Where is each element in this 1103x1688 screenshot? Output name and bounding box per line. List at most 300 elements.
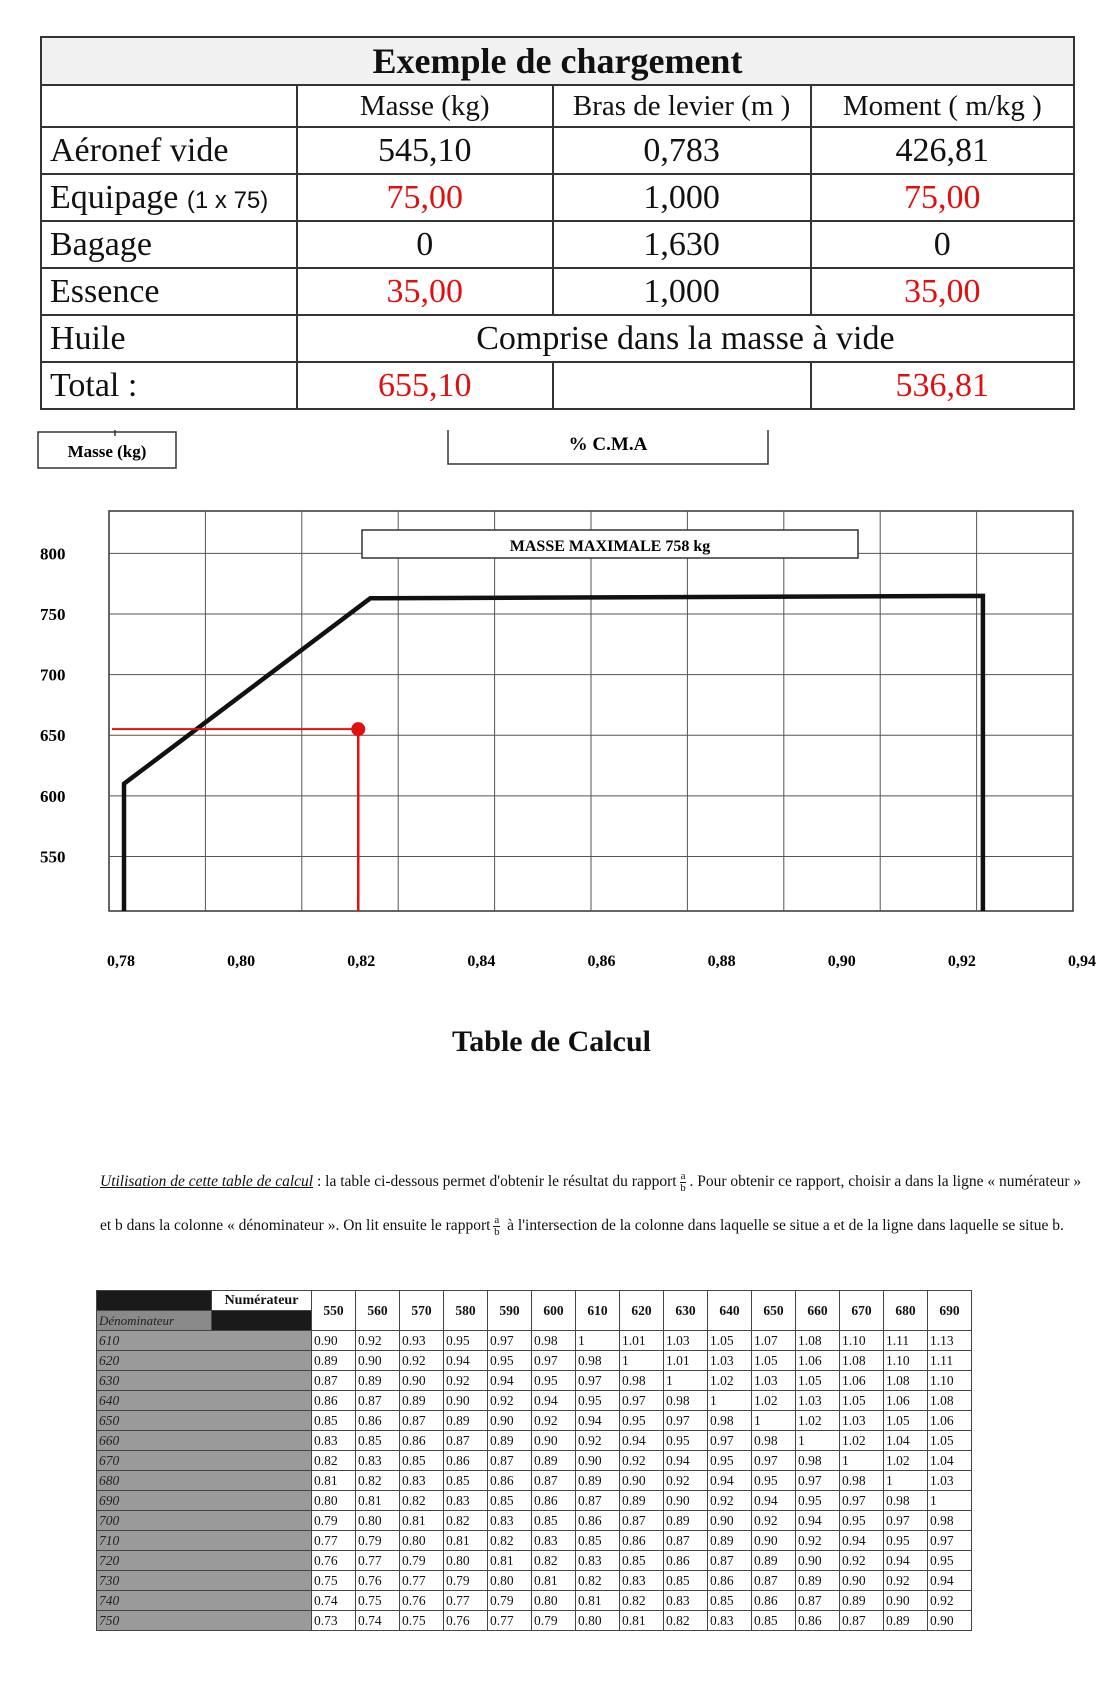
ratio-cell: 1.06 — [928, 1411, 972, 1431]
header-empty — [41, 85, 297, 127]
ratio-cell: 0.92 — [400, 1351, 444, 1371]
baggage-arm: 1,630 — [553, 221, 811, 268]
ratio-cell: 0.83 — [664, 1591, 708, 1611]
ratio-cell: 0.94 — [752, 1491, 796, 1511]
ratio-cell: 0.90 — [884, 1591, 928, 1611]
ratio-cell: 1.02 — [708, 1371, 752, 1391]
denominator-650: 650 — [97, 1411, 312, 1431]
ratio-cell: 0.75 — [400, 1611, 444, 1631]
ratio-cell: 0.92 — [532, 1411, 576, 1431]
fraction-a-b-2 — [493, 1215, 500, 1238]
ratio-cell: 0.94 — [796, 1511, 840, 1531]
table-row — [97, 1411, 972, 1431]
ratio-cell: 1.04 — [928, 1451, 972, 1471]
ratio-cell: 0.83 — [400, 1471, 444, 1491]
ratio-cell: 0.98 — [796, 1451, 840, 1471]
ratio-cell: 1.03 — [664, 1331, 708, 1351]
denominator-720: 720 — [97, 1551, 312, 1571]
ratio-cell: 0.86 — [356, 1411, 400, 1431]
ratio-cell: 0.94 — [928, 1571, 972, 1591]
oil-label: Huile — [41, 315, 297, 362]
ratio-cell: 0.82 — [532, 1551, 576, 1571]
table-row — [97, 1531, 972, 1551]
ratio-cell: 0.86 — [664, 1551, 708, 1571]
ratio-cell: 0.86 — [752, 1591, 796, 1611]
ratio-cell: 0.81 — [444, 1531, 488, 1551]
ratio-cell: 0.89 — [840, 1591, 884, 1611]
chart-title: % C.M.A — [568, 434, 648, 455]
ratio-cell: 1.10 — [840, 1331, 884, 1351]
ratio-cell: 1.06 — [796, 1351, 840, 1371]
division-table-body — [97, 1331, 972, 1631]
ratio-cell: 0.87 — [576, 1491, 620, 1511]
ratio-cell: 0.89 — [400, 1391, 444, 1411]
ratio-cell: 1.05 — [708, 1331, 752, 1351]
x-tick-label: 0,92 — [947, 953, 976, 970]
ratio-cell: 0.87 — [664, 1531, 708, 1551]
denominator-750: 750 — [97, 1611, 312, 1631]
ratio-cell: 0.92 — [840, 1551, 884, 1571]
crew-label-text: Equipage — [50, 178, 179, 216]
ratio-cell: 0.83 — [708, 1611, 752, 1631]
ratio-cell: 1.06 — [840, 1371, 884, 1391]
ratio-cell: 1.03 — [840, 1411, 884, 1431]
ratio-cell: 0.85 — [576, 1531, 620, 1551]
ratio-cell: 0.82 — [620, 1591, 664, 1611]
ratio-cell: 0.85 — [488, 1491, 532, 1511]
table-row — [97, 1371, 972, 1391]
ratio-cell: 0.90 — [752, 1531, 796, 1551]
ratio-cell: 0.92 — [488, 1391, 532, 1411]
total-moment: 536,81 — [811, 362, 1074, 409]
ratio-cell: 0.97 — [488, 1331, 532, 1351]
denominator-690: 690 — [97, 1491, 312, 1511]
ratio-cell: 1.03 — [928, 1471, 972, 1491]
ratio-cell: 1.05 — [928, 1431, 972, 1451]
ratio-cell: 0.89 — [532, 1451, 576, 1471]
ratio-cell: 0.90 — [576, 1451, 620, 1471]
ratio-cell: 0.81 — [356, 1491, 400, 1511]
ratio-cell: 0.79 — [444, 1571, 488, 1591]
denominator-610: 610 — [97, 1331, 312, 1351]
ratio-cell: 0.89 — [620, 1491, 664, 1511]
ratio-cell: 0.82 — [356, 1471, 400, 1491]
ratio-cell: 0.85 — [356, 1431, 400, 1451]
ratio-cell: 0.94 — [576, 1411, 620, 1431]
ratio-cell: 0.85 — [444, 1471, 488, 1491]
ratio-cell: 1 — [576, 1331, 620, 1351]
ratio-cell: 0.82 — [444, 1511, 488, 1531]
ratio-cell: 0.80 — [356, 1511, 400, 1531]
ratio-cell: 0.87 — [444, 1431, 488, 1451]
ratio-cell: 0.86 — [532, 1491, 576, 1511]
ratio-cell: 0.98 — [840, 1471, 884, 1491]
ratio-cell: 0.95 — [532, 1371, 576, 1391]
numerator-560: 560 — [356, 1291, 400, 1331]
numerator-600: 600 — [532, 1291, 576, 1331]
denominator-640: 640 — [97, 1391, 312, 1411]
ratio-cell: 0.97 — [708, 1431, 752, 1451]
numerator-620: 620 — [620, 1291, 664, 1331]
ratio-cell: 0.85 — [532, 1511, 576, 1531]
ratio-cell: 0.97 — [532, 1351, 576, 1371]
ratio-cell: 0.82 — [400, 1491, 444, 1511]
table-row — [97, 1491, 972, 1511]
ratio-cell: 1.10 — [884, 1351, 928, 1371]
ratio-cell: 0.89 — [576, 1471, 620, 1491]
loading-table — [40, 36, 1075, 410]
oil-row — [41, 315, 1074, 362]
ratio-cell: 0.85 — [752, 1611, 796, 1631]
ratio-cell: 0.86 — [796, 1611, 840, 1631]
ratio-cell: 0.77 — [444, 1591, 488, 1611]
ratio-cell: 1 — [664, 1371, 708, 1391]
ratio-cell: 1.01 — [664, 1351, 708, 1371]
calc-title: Table de Calcul — [452, 1025, 651, 1058]
ratio-cell: 0.80 — [576, 1611, 620, 1631]
ratio-cell: 0.93 — [400, 1331, 444, 1351]
ratio-cell: 0.98 — [532, 1331, 576, 1351]
numerator-590: 590 — [488, 1291, 532, 1331]
ratio-cell: 0.92 — [576, 1431, 620, 1451]
ratio-cell: 0.79 — [400, 1551, 444, 1571]
ratio-cell: 0.89 — [884, 1611, 928, 1631]
ratio-cell: 0.97 — [576, 1371, 620, 1391]
denominator-710: 710 — [97, 1531, 312, 1551]
ratio-cell: 0.90 — [444, 1391, 488, 1411]
ratio-cell: 0.86 — [488, 1471, 532, 1491]
ratio-cell: 0.82 — [488, 1531, 532, 1551]
ratio-cell: 0.95 — [664, 1431, 708, 1451]
y-tick-label: 650 — [40, 726, 66, 746]
crew-mass: 75,00 — [297, 174, 553, 221]
ratio-cell: 0.85 — [400, 1451, 444, 1471]
ratio-cell: 0.76 — [444, 1611, 488, 1631]
numerator-650: 650 — [752, 1291, 796, 1331]
ratio-cell: 0.79 — [356, 1531, 400, 1551]
ratio-cell: 1.02 — [884, 1451, 928, 1471]
ratio-cell: 1.05 — [840, 1391, 884, 1411]
ratio-cell: 0.86 — [312, 1391, 356, 1411]
ratio-cell: 0.98 — [752, 1431, 796, 1451]
ratio-cell: 0.89 — [796, 1571, 840, 1591]
table-row — [97, 1571, 972, 1591]
denominator-730: 730 — [97, 1571, 312, 1591]
ratio-cell: 0.80 — [444, 1551, 488, 1571]
ratio-cell: 0.95 — [884, 1531, 928, 1551]
denominator-dark-cell — [212, 1311, 312, 1331]
ratio-cell: 0.95 — [752, 1471, 796, 1491]
ratio-cell: 0.86 — [620, 1531, 664, 1551]
ratio-cell: 0.92 — [928, 1591, 972, 1611]
crew-moment: 75,00 — [811, 174, 1074, 221]
ratio-cell: 0.92 — [752, 1511, 796, 1531]
fuel-arm: 1,000 — [553, 268, 811, 315]
ratio-cell: 0.98 — [620, 1371, 664, 1391]
ratio-cell: 0.94 — [444, 1351, 488, 1371]
loading-rows — [41, 127, 1074, 315]
ratio-cell: 0.94 — [532, 1391, 576, 1411]
ratio-cell: 0.92 — [884, 1571, 928, 1591]
ratio-cell: 0.83 — [356, 1451, 400, 1471]
x-tick-labels — [107, 953, 1096, 970]
ratio-cell: 0.82 — [312, 1451, 356, 1471]
denominator-label: Dénominateur — [97, 1311, 212, 1331]
chart-svg — [0, 430, 1103, 970]
ratio-cell: 0.87 — [752, 1571, 796, 1591]
ratio-cell: 0.95 — [576, 1391, 620, 1411]
numerator-580: 580 — [444, 1291, 488, 1331]
ratio-cell: 0.89 — [708, 1531, 752, 1551]
crew-note: (1 x 75) — [186, 186, 269, 214]
ratio-cell: 0.89 — [444, 1411, 488, 1431]
ratio-cell: 0.83 — [312, 1431, 356, 1451]
total-label: Total : — [41, 362, 297, 409]
ratio-cell: 0.81 — [488, 1551, 532, 1571]
denominator-620: 620 — [97, 1351, 312, 1371]
ratio-cell: 0.85 — [312, 1411, 356, 1431]
numerator-610: 610 — [576, 1291, 620, 1331]
ratio-cell: 1.08 — [928, 1391, 972, 1411]
ratio-cell: 0.94 — [488, 1371, 532, 1391]
ratio-cell: 0.87 — [356, 1391, 400, 1411]
ratio-cell: 0.92 — [796, 1531, 840, 1551]
empty-aircraft-label — [41, 127, 297, 174]
fuel-mass: 35,00 — [297, 268, 553, 315]
ratio-cell: 0.80 — [400, 1531, 444, 1551]
ratio-cell: 0.97 — [752, 1451, 796, 1471]
ratio-cell: 0.98 — [708, 1411, 752, 1431]
ratio-cell: 1.02 — [796, 1411, 840, 1431]
ratio-cell: 0.74 — [356, 1611, 400, 1631]
ratio-cell: 0.90 — [532, 1431, 576, 1451]
numerator-label: Numérateur — [212, 1291, 312, 1311]
cg-envelope-chart — [0, 430, 1103, 970]
ratio-cell: 0.77 — [356, 1551, 400, 1571]
ratio-cell: 0.87 — [488, 1451, 532, 1471]
fuel-label — [41, 268, 297, 315]
loading-title: Exemple de chargement — [41, 37, 1074, 85]
ratio-cell: 0.87 — [620, 1511, 664, 1531]
ratio-cell: 0.95 — [488, 1351, 532, 1371]
division-table — [96, 1290, 972, 1631]
ratio-cell: 0.90 — [840, 1571, 884, 1591]
ratio-cell: 0.75 — [312, 1571, 356, 1591]
ratio-cell: 0.74 — [312, 1591, 356, 1611]
ratio-cell: 0.79 — [312, 1511, 356, 1531]
ratio-cell: 0.89 — [664, 1511, 708, 1531]
denominator-670: 670 — [97, 1451, 312, 1471]
empty-aircraft-moment: 426,81 — [811, 127, 1074, 174]
ratio-cell: 0.94 — [840, 1531, 884, 1551]
total-arm — [553, 362, 811, 409]
ratio-cell: 0.89 — [356, 1371, 400, 1391]
ratio-cell: 0.85 — [708, 1591, 752, 1611]
ratio-cell: 0.85 — [664, 1571, 708, 1591]
ratio-cell: 0.92 — [664, 1471, 708, 1491]
baggage-mass: 0 — [297, 221, 553, 268]
numerator-660: 660 — [796, 1291, 840, 1331]
ratio-cell: 0.80 — [488, 1571, 532, 1591]
empty-aircraft-arm: 0,783 — [553, 127, 811, 174]
ratio-cell: 1.05 — [752, 1351, 796, 1371]
ratio-cell: 0.92 — [620, 1451, 664, 1471]
fraction-denominator-2: b — [494, 1225, 500, 1238]
ratio-cell: 1.08 — [884, 1371, 928, 1391]
denominator-630: 630 — [97, 1371, 312, 1391]
x-tick-label: 0,84 — [467, 953, 496, 970]
ratio-cell: 1.07 — [752, 1331, 796, 1351]
cg-point — [351, 722, 365, 736]
total-row — [41, 362, 1074, 409]
table-row — [97, 1511, 972, 1531]
ratio-cell: 0.98 — [884, 1491, 928, 1511]
ratio-cell: 0.95 — [444, 1331, 488, 1351]
ratio-cell: 0.90 — [664, 1491, 708, 1511]
ratio-cell: 0.83 — [620, 1571, 664, 1591]
grid-vertical — [205, 511, 976, 911]
fraction-a-b — [680, 1171, 687, 1194]
calc-intro-2: . Pour obtenir ce rapport, choisir a dans la ligne « numérateur » et b dans la colonne « dénominateur ». On lit ensuite le rapport — [100, 1173, 1082, 1234]
ratio-cell: 1.06 — [884, 1391, 928, 1411]
ratio-cell: 0.87 — [400, 1411, 444, 1431]
ratio-cell: 0.95 — [796, 1491, 840, 1511]
ratio-cell: 0.95 — [620, 1411, 664, 1431]
numerator-header-row — [97, 1291, 972, 1311]
fraction-numerator: a — [680, 1169, 686, 1182]
ratio-cell: 0.83 — [488, 1511, 532, 1531]
ratio-cell: 0.77 — [400, 1571, 444, 1591]
crew-label — [41, 174, 297, 221]
baggage-moment: 0 — [811, 221, 1074, 268]
ratio-cell: 0.82 — [664, 1611, 708, 1631]
fraction-numerator-2: a — [494, 1213, 500, 1226]
ratio-cell: 1.05 — [796, 1371, 840, 1391]
ratio-cell: 0.94 — [620, 1431, 664, 1451]
ratio-cell: 0.73 — [312, 1611, 356, 1631]
x-tick-label: 0,90 — [827, 953, 856, 970]
ratio-cell: 0.79 — [532, 1611, 576, 1631]
ratio-cell: 0.94 — [664, 1451, 708, 1471]
ratio-cell: 0.87 — [796, 1591, 840, 1611]
oil-text: Comprise dans la masse à vide — [297, 315, 1074, 362]
ratio-cell: 0.89 — [312, 1351, 356, 1371]
ratio-cell: 0.86 — [400, 1431, 444, 1451]
ratio-cell: 0.90 — [620, 1471, 664, 1491]
ratio-cell: 0.83 — [444, 1491, 488, 1511]
ratio-cell: 1.02 — [840, 1431, 884, 1451]
header-arm: Bras de levier (m ) — [553, 85, 811, 127]
ratio-cell: 0.80 — [312, 1491, 356, 1511]
x-tick-label: 0,80 — [227, 953, 256, 970]
fuel-row — [41, 268, 1074, 315]
ratio-cell: 0.97 — [884, 1511, 928, 1531]
header-mass: Masse (kg) — [297, 85, 553, 127]
ratio-cell: 0.85 — [620, 1551, 664, 1571]
baggage-row — [41, 221, 1074, 268]
crew-row — [41, 174, 1074, 221]
ratio-cell: 0.94 — [708, 1471, 752, 1491]
calc-intro-3: à l'intersection de la colonne dans laquelle se situe a et de la ligne dans laquelle se situe b. — [503, 1217, 1064, 1234]
ratio-cell: 0.81 — [312, 1471, 356, 1491]
denominator-700: 700 — [97, 1511, 312, 1531]
ratio-cell: 1.05 — [884, 1411, 928, 1431]
ratio-cell: 0.76 — [400, 1591, 444, 1611]
calc-instructions — [100, 1160, 1085, 1248]
ratio-cell: 0.77 — [312, 1531, 356, 1551]
ratio-cell: 0.98 — [928, 1511, 972, 1531]
x-tick-label: 0,78 — [107, 953, 136, 970]
ratio-cell: 1 — [928, 1491, 972, 1511]
ratio-cell: 0.75 — [356, 1591, 400, 1611]
ratio-cell: 0.81 — [620, 1611, 664, 1631]
ratio-cell: 1.03 — [752, 1371, 796, 1391]
ratio-cell: 0.95 — [840, 1511, 884, 1531]
ratio-cell: 1.03 — [796, 1391, 840, 1411]
numerator-680: 680 — [884, 1291, 928, 1331]
x-tick-label: 0,94 — [1068, 953, 1097, 970]
ratio-cell: 0.89 — [752, 1551, 796, 1571]
ratio-cell: 0.97 — [796, 1471, 840, 1491]
ratio-cell: 0.87 — [840, 1611, 884, 1631]
y-tick-label: 800 — [40, 544, 66, 564]
ratio-cell: 0.86 — [576, 1511, 620, 1531]
numerator-690: 690 — [928, 1291, 972, 1331]
ratio-cell: 0.89 — [488, 1431, 532, 1451]
ratio-cell: 1.13 — [928, 1331, 972, 1351]
table-row — [97, 1431, 972, 1451]
ratio-cell: 1.01 — [620, 1331, 664, 1351]
ratio-cell: 1.11 — [884, 1331, 928, 1351]
corner-dark-cell — [97, 1291, 212, 1311]
ratio-cell: 0.76 — [312, 1551, 356, 1571]
table-row — [97, 1391, 972, 1411]
ratio-cell: 0.86 — [708, 1571, 752, 1591]
fuel-moment: 35,00 — [811, 268, 1074, 315]
y-tick-label: 750 — [40, 605, 66, 625]
ratio-cell: 0.90 — [708, 1511, 752, 1531]
ratio-cell: 1 — [840, 1451, 884, 1471]
calc-intro-1: : la table ci-dessous permet d'obtenir le résultat du rapport — [313, 1173, 677, 1190]
ratio-cell: 0.87 — [312, 1371, 356, 1391]
loading-title-row — [41, 37, 1074, 85]
ratio-cell: 0.98 — [664, 1391, 708, 1411]
ratio-cell: 0.87 — [532, 1471, 576, 1491]
ratio-cell: 0.81 — [400, 1511, 444, 1531]
ratio-cell: 0.90 — [400, 1371, 444, 1391]
total-mass: 655,10 — [297, 362, 553, 409]
ratio-cell: 0.97 — [620, 1391, 664, 1411]
denominator-660: 660 — [97, 1431, 312, 1451]
y-tick-label: 550 — [40, 847, 66, 867]
ratio-cell: 0.81 — [532, 1571, 576, 1591]
fraction-denominator: b — [680, 1181, 686, 1194]
ratio-cell: 0.90 — [928, 1611, 972, 1631]
ratio-cell: 1.03 — [708, 1351, 752, 1371]
ratio-cell: 0.90 — [356, 1351, 400, 1371]
ratio-cell: 1.11 — [928, 1351, 972, 1371]
ratio-cell: 0.92 — [356, 1331, 400, 1351]
ratio-cell: 0.87 — [708, 1551, 752, 1571]
x-tick-label: 0,88 — [707, 953, 736, 970]
ratio-cell: 0.95 — [928, 1551, 972, 1571]
ratio-cell: 1 — [796, 1431, 840, 1451]
ratio-cell: 0.97 — [928, 1531, 972, 1551]
ratio-cell: 0.90 — [796, 1551, 840, 1571]
ratio-cell: 1.02 — [752, 1391, 796, 1411]
ratio-cell: 0.92 — [708, 1491, 752, 1511]
calc-intro-label: Utilisation de cette table de calcul — [100, 1173, 314, 1190]
